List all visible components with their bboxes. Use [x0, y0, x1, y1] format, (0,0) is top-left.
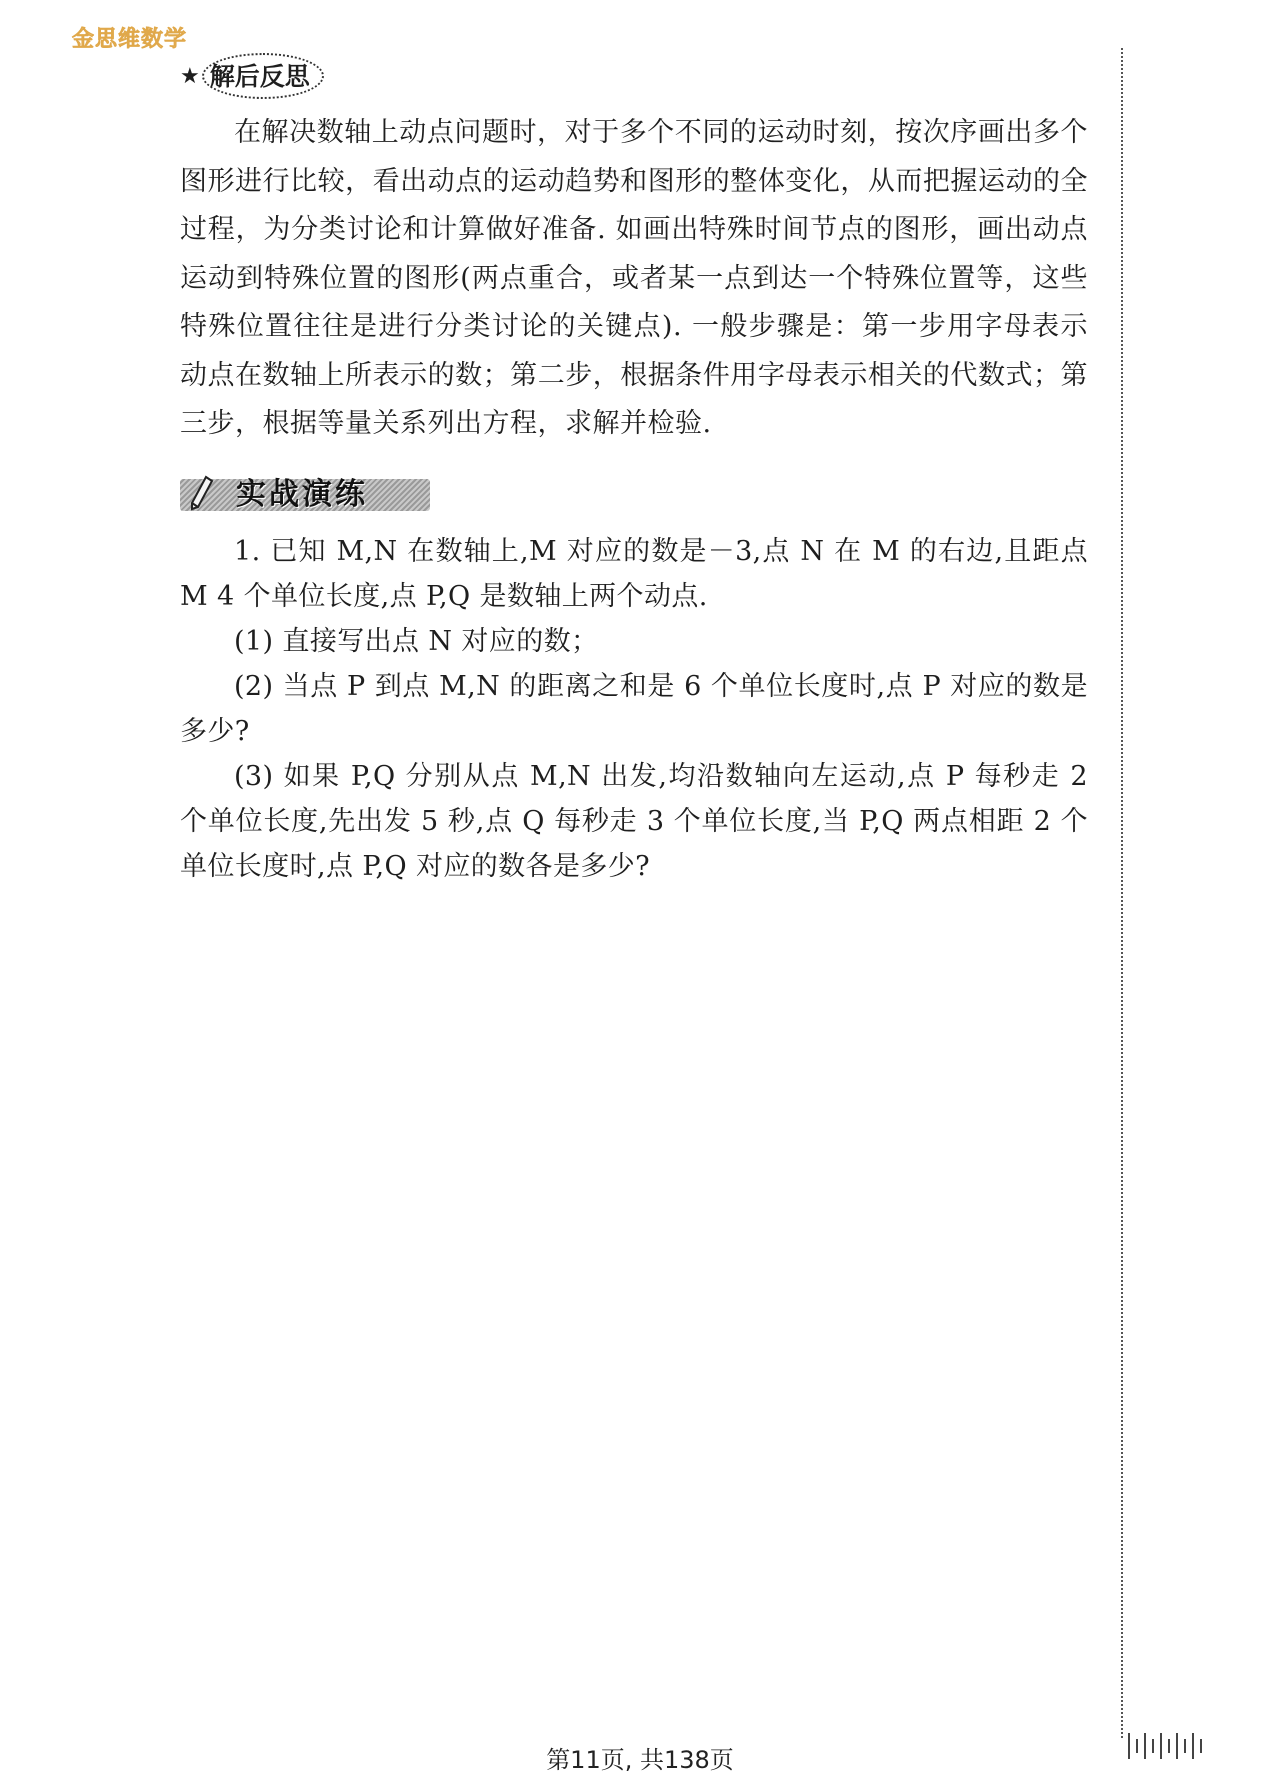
page-content — [180, 55, 1088, 889]
margin-dotted-line — [1121, 48, 1123, 1738]
star-icon: ★ — [180, 63, 200, 89]
question-1: (1) 直接写出点 N 对应的数； — [234, 625, 599, 657]
page-scroll-indicator[interactable] — [1128, 1732, 1248, 1760]
section-title: 实战演练 — [236, 476, 368, 512]
page-counter: 第11页, 共138页 — [546, 1746, 734, 1774]
reflection-title: 解后反思 — [202, 53, 324, 99]
problem-1 — [180, 529, 1088, 889]
reflection-body: 在解决数轴上动点问题时，对于多个不同的运动时刻，按次序画出多个图形进行比较，看出动点的运动趋势和图形的整体变化，从而把握运动的全过程，为分类讨论和计算做好准备. 如画出特殊时间节点的图形，画出动点运动到特殊位置的图形(两点重合，或者某一点到达一个特殊位置等，这些特殊位置往往是进行分类讨论的关键点). 一般步骤是：第一步用字母表示动点在数轴上所表示的数；第二步，根据条件用字母表示相关的代数式；第三步，根据等量关系列出方程，求解并检验. — [180, 117, 1088, 439]
pencil-icon — [186, 473, 216, 513]
problem-stem: 1. 已知 M,N 在数轴上,M 对应的数是－3,点 N 在 M 的右边,且距点 M 4 个单位长度,点 P,Q 是数轴上两个动点. — [180, 535, 1088, 612]
watermark-logo: 金思维数学 — [72, 27, 188, 52]
section-banner — [180, 469, 430, 515]
reflection-heading — [180, 55, 324, 97]
question-2: (2) 当点 P 到点 M,N 的距离之和是 6 个单位长度时,点 P 对应的数是多少? — [180, 670, 1088, 747]
question-3: (3) 如果 P,Q 分别从点 M,N 出发,均沿数轴向左运动,点 P 每秒走 2 个单位长度,先出发 5 秒,点 Q 每秒走 3 个单位长度,当 P,Q 两点相距 2 个单位长度时,点 P,Q 对应的数各是多少? — [180, 760, 1088, 882]
